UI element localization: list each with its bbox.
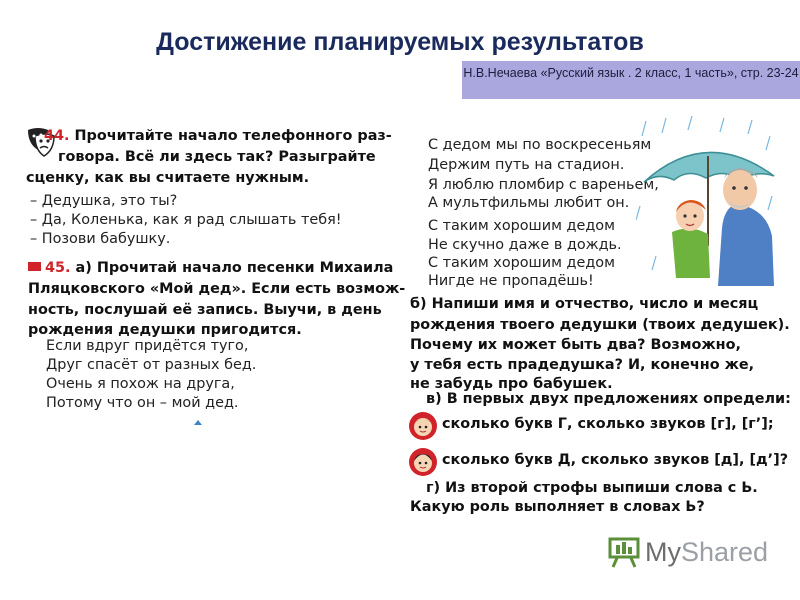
exercise-44-line-2: говора. Всё ли здесь так? Разыграйте [58, 149, 376, 165]
dialog-line-3: – Позови бабушку. [30, 231, 171, 247]
right-poem-line-6: Не скучно даже в дождь. [428, 237, 622, 253]
task-b-line-5: не забудь про бабушек. [410, 376, 613, 392]
task-b-line-1: б) Напиши имя и отчество, число и месяц [410, 296, 759, 312]
exercise-45-line-1: 45. а) Прочитай начало песенки Михаила [28, 258, 393, 279]
grandfather-umbrella-illustration [636, 116, 778, 288]
dialog-line-1: – Дедушка, это ты? [30, 193, 178, 209]
poem-line-3: Очень я похож на друга, [46, 376, 235, 392]
page-title: Достижение планируемых результатов [156, 28, 644, 56]
caret-up-icon [194, 420, 202, 425]
exercise-marker-icon [28, 262, 41, 271]
task-v-item-2: сколько букв Д, сколько звуков [д], [д’]? [442, 452, 789, 468]
task-b-line-4: у тебя есть прадедушка? И, конечно же, [410, 357, 755, 373]
right-poem-line-7: С таким хорошим дедом [428, 255, 615, 271]
poem-line-4: Потому что он – мой дед. [46, 395, 239, 411]
right-poem-line-4: А мультфильмы любит он. [428, 195, 630, 211]
boy-face-icon [408, 446, 438, 478]
task-g-line-1: г) Из второй строфы выпиши слова с Ь. [426, 480, 758, 496]
right-poem-line-1: С дедом мы по воскресеньям [428, 137, 652, 153]
task-b-line-3: Почему их может быть два? Возможно, [410, 337, 741, 353]
right-poem-line-5: С таким хорошим дедом [428, 218, 615, 234]
brand-shared: Shared [681, 536, 769, 567]
presentation-board-icon [607, 536, 641, 568]
exercise-44-line-3: сценку, как вы считаете нужным. [26, 170, 310, 186]
poem-line-1: Если вдруг придётся туго, [46, 338, 249, 354]
exercise-45-line-4: рождения дедушки пригодится. [28, 322, 302, 338]
task-b-line-2: рождения твоего дедушки (твоих дедушек). [410, 317, 790, 333]
poem-line-2: Друг спасёт от разных бед. [46, 357, 257, 373]
right-poem-line-2: Держим путь на стадион. [428, 157, 625, 173]
right-poem-line-3: Я люблю пломбир с вареньем, [428, 177, 659, 193]
exercise-45-line-2: Пляцковского «Мой дед». Если есть возмож- [28, 281, 406, 297]
task-v-line: в) В первых двух предложениях определи: [426, 391, 791, 407]
source-reference: Н.В.Нечаева «Русский язык . 2 класс, 1 часть», стр. 23-24 [462, 61, 800, 99]
task-v-item-1: сколько букв Г, сколько звуков [г], [г’]; [442, 416, 774, 432]
myshared-logo [607, 536, 768, 568]
exercise-45-line-3: ность, послушай её запись. Выучи, в день [28, 302, 382, 318]
dialog-line-2: – Да, Коленька, как я рад слышать тебя! [30, 212, 342, 228]
exercise-44-number: 44. [44, 128, 70, 144]
task-g-line-2: Какую роль выполняет в словах Ь? [410, 499, 705, 515]
exercise-44-line-1: 44. Прочитайте начало телефонного раз- [44, 128, 392, 144]
exercise-45-number: 45. [45, 260, 71, 276]
girl-face-icon [408, 410, 438, 442]
right-poem-line-8: Нигде не пропадёшь! [428, 273, 594, 289]
brand-my: My [645, 536, 681, 567]
